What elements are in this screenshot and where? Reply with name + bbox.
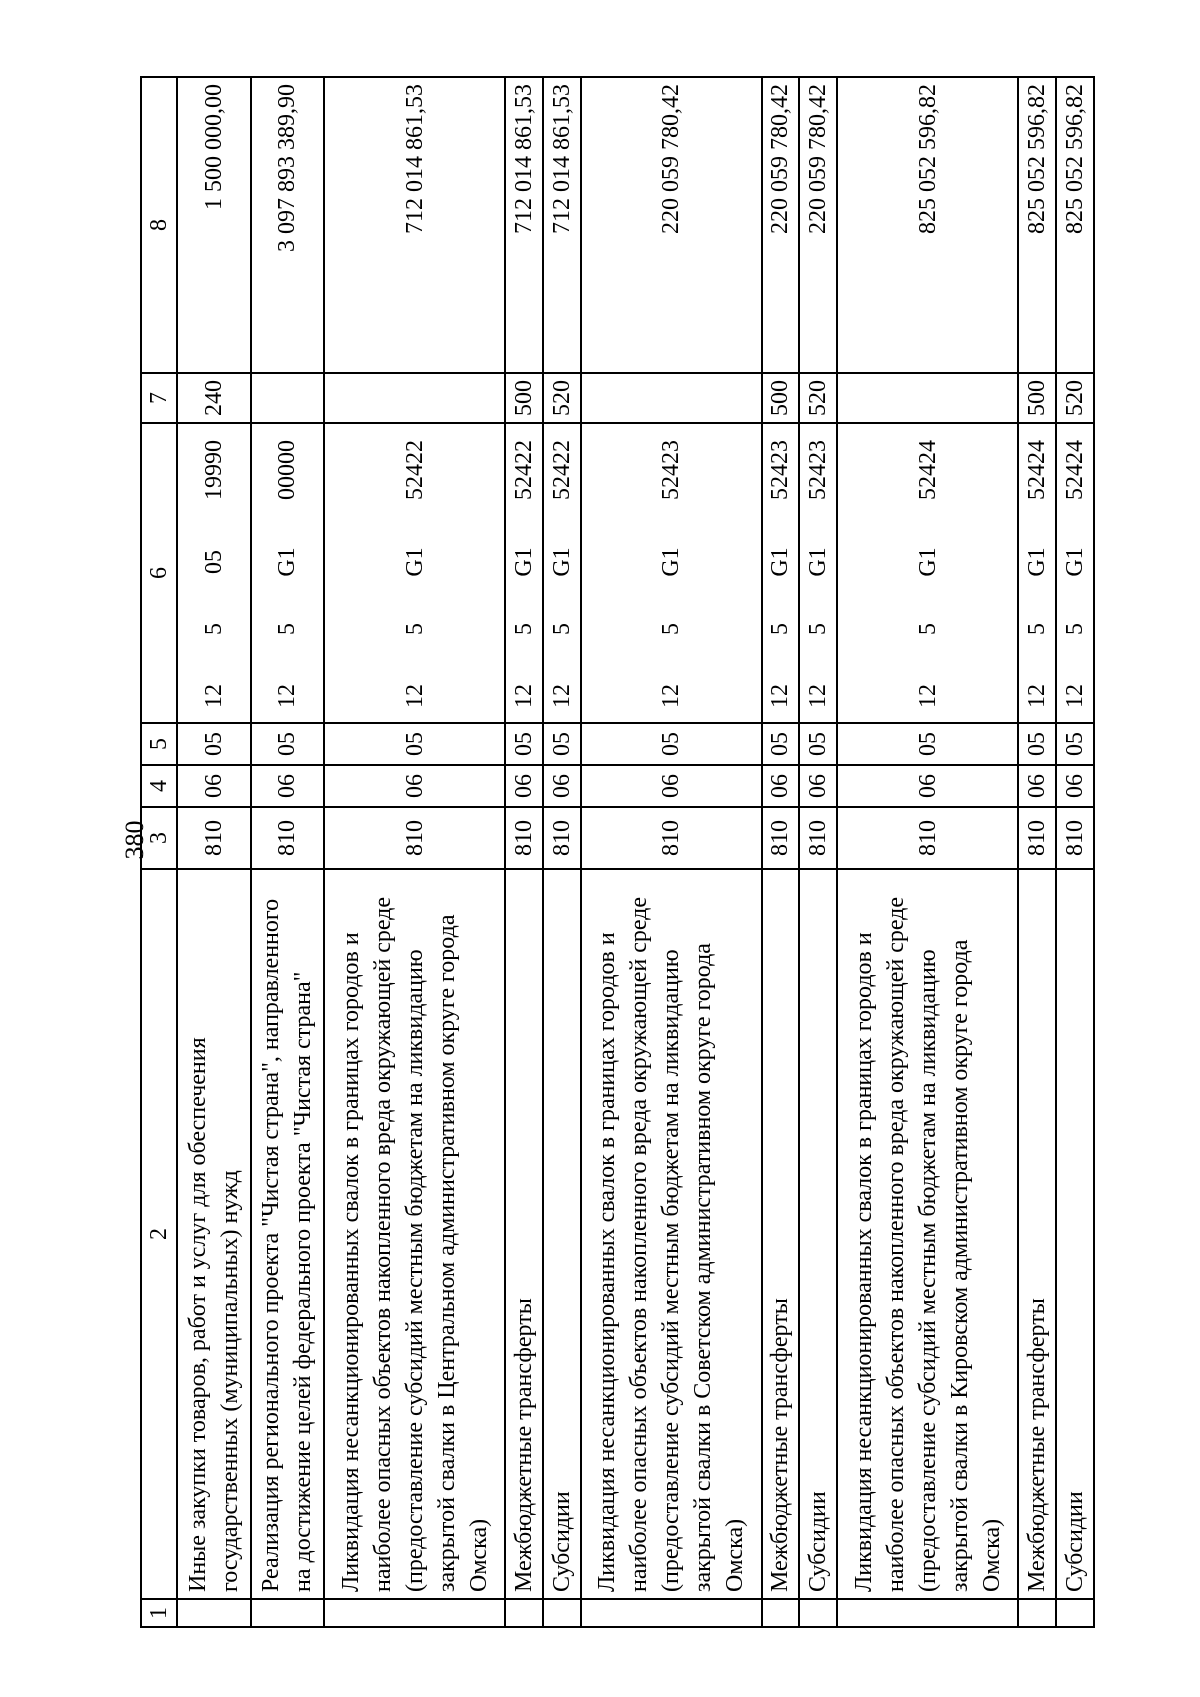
target-article-part-1: 12 — [510, 684, 537, 708]
table-row — [543, 77, 581, 1627]
cell-target-article — [543, 423, 581, 723]
header-col-1: 1 — [141, 1599, 177, 1627]
cell-amount: 712 014 861,53 — [324, 77, 505, 373]
cell-target-article — [177, 423, 251, 723]
target-article-parts — [802, 430, 834, 716]
cell-amount: 220 059 780,42 — [799, 77, 837, 373]
cell-amount: 825 052 596,82 — [837, 77, 1018, 373]
target-article-parts — [508, 430, 540, 716]
cell-target-article — [799, 423, 837, 723]
cell-name: Субсидии — [543, 869, 581, 1599]
header-col-2: 2 — [141, 869, 177, 1599]
target-article-part-4: 00000 — [274, 440, 301, 500]
target-article-part-2: 5 — [658, 623, 685, 635]
cell-amount: 825 052 596,82 — [1056, 77, 1094, 373]
cell-amount: 712 014 861,53 — [543, 77, 581, 373]
cell-col-1 — [177, 1599, 251, 1627]
header-row — [141, 77, 177, 1627]
cell-name: Иные закупки товаров, работ и услуг для обеспечения государственных (муниципальных) нужд — [177, 869, 251, 1599]
table-row — [324, 77, 505, 1627]
table-row — [581, 77, 762, 1627]
cell-code-4: 06 — [251, 765, 325, 807]
target-article-part-1: 12 — [274, 684, 301, 708]
target-article-part-4: 52424 — [914, 440, 941, 500]
cell-code-4: 06 — [581, 765, 762, 807]
cell-code-3: 810 — [837, 807, 1018, 869]
target-article-parts — [655, 430, 687, 716]
target-article-part-2: 5 — [274, 623, 301, 635]
cell-code-5: 05 — [177, 723, 251, 765]
cell-code-3: 810 — [1056, 807, 1094, 869]
cell-code-7 — [581, 373, 762, 423]
cell-col-1 — [837, 1599, 1018, 1627]
target-article-parts — [1059, 430, 1091, 716]
target-article-part-3: G1 — [1024, 547, 1051, 577]
cell-code-3: 810 — [251, 807, 325, 869]
table-row — [837, 77, 1018, 1627]
target-article-part-2: 5 — [805, 623, 832, 635]
cell-code-5: 05 — [251, 723, 325, 765]
target-article-part-4: 19990 — [200, 440, 227, 500]
cell-code-7 — [251, 373, 325, 423]
cell-target-article — [1056, 423, 1094, 723]
target-article-part-3: G1 — [1062, 547, 1088, 577]
cell-name: Субсидии — [1056, 869, 1094, 1599]
target-article-part-4: 52423 — [767, 440, 794, 500]
cell-code-5: 05 — [543, 723, 581, 765]
target-article-part-1: 12 — [401, 684, 428, 708]
target-article-part-4: 52422 — [401, 440, 428, 500]
header-col-7: 7 — [141, 373, 177, 423]
cell-code-7 — [837, 373, 1018, 423]
target-article-parts — [912, 430, 944, 716]
cell-name: Субсидии — [799, 869, 837, 1599]
cell-target-article — [251, 423, 325, 723]
cell-name: Межбюджетные трансферты — [762, 869, 800, 1599]
cell-code-5: 05 — [799, 723, 837, 765]
cell-code-7: 500 — [762, 373, 800, 423]
cell-col-1 — [251, 1599, 325, 1627]
target-article-part-4: 52423 — [805, 440, 832, 500]
cell-code-4: 06 — [762, 765, 800, 807]
cell-code-5: 05 — [837, 723, 1018, 765]
header-col-8: 8 — [141, 77, 177, 373]
target-article-part-3: G1 — [401, 547, 428, 577]
table-row — [177, 77, 251, 1627]
cell-amount: 220 059 780,42 — [762, 77, 800, 373]
cell-code-7: 520 — [1056, 373, 1094, 423]
target-article-part-1: 12 — [548, 684, 575, 708]
table-row — [799, 77, 837, 1627]
target-article-parts — [546, 430, 578, 716]
cell-col-1 — [1018, 1599, 1056, 1627]
target-article-part-4: 52423 — [658, 440, 685, 500]
target-article-part-4: 52422 — [510, 440, 537, 500]
page-number: 380 — [120, 820, 149, 860]
cell-code-4: 06 — [177, 765, 251, 807]
budget-table-rotated-container — [140, 78, 1095, 1628]
cell-col-1 — [505, 1599, 543, 1627]
cell-col-1 — [581, 1599, 762, 1627]
cell-col-1 — [762, 1599, 800, 1627]
cell-col-1 — [543, 1599, 581, 1627]
cell-code-7: 500 — [1018, 373, 1056, 423]
target-article-parts — [1021, 430, 1053, 716]
target-article-parts — [198, 430, 230, 716]
cell-target-article — [1018, 423, 1056, 723]
cell-amount: 712 014 861,53 — [505, 77, 543, 373]
budget-table — [140, 76, 1095, 1628]
cell-code-5: 05 — [1018, 723, 1056, 765]
table-row — [762, 77, 800, 1627]
target-article-part-2: 5 — [401, 623, 428, 635]
cell-name: Ликвидация несанкционированных свалок в границах городов и наиболее опасных объектов накопленного вреда окружающей среде (предоставление субсидий местным бюджетам на ликвидацию закрытой свалки в Центральном административном округе города Омска) — [324, 869, 505, 1599]
cell-code-3: 810 — [581, 807, 762, 869]
cell-name: Ликвидация несанкционированных свалок в границах городов и наиболее опасных объектов накопленного вреда окружающей среде (предоставление субсидий местным бюджетам на ликвидацию закрытой свалки в Советском административном округе города Омска) — [581, 869, 762, 1599]
target-article-part-1: 12 — [767, 684, 794, 708]
cell-name: Межбюджетные трансферты — [505, 869, 543, 1599]
target-article-part-1: 12 — [658, 684, 685, 708]
target-article-part-3: 05 — [200, 550, 227, 574]
cell-code-3: 810 — [1018, 807, 1056, 869]
target-article-part-1: 12 — [1024, 684, 1051, 708]
target-article-part-1: 12 — [914, 684, 941, 708]
cell-code-4: 06 — [799, 765, 837, 807]
target-article-parts — [764, 430, 796, 716]
cell-code-5: 05 — [1056, 723, 1094, 765]
target-article-part-2: 5 — [1062, 623, 1088, 635]
target-article-part-3: G1 — [805, 547, 832, 577]
cell-amount: 1 500 000,00 — [177, 77, 251, 373]
target-article-part-3: G1 — [510, 547, 537, 577]
target-article-part-2: 5 — [510, 623, 537, 635]
target-article-part-1: 12 — [805, 684, 832, 708]
cell-code-5: 05 — [505, 723, 543, 765]
cell-target-article — [762, 423, 800, 723]
table-row — [251, 77, 325, 1627]
cell-code-4: 06 — [837, 765, 1018, 807]
target-article-part-4: 52424 — [1062, 440, 1088, 500]
cell-target-article — [505, 423, 543, 723]
cell-code-7 — [324, 373, 505, 423]
cell-name: Реализация регионального проекта "Чистая страна", направленного на достижение целей федерального проекта "Чистая страна" — [251, 869, 325, 1599]
cell-code-3: 810 — [543, 807, 581, 869]
cell-code-5: 05 — [324, 723, 505, 765]
cell-code-7: 240 — [177, 373, 251, 423]
target-article-part-4: 52422 — [548, 440, 575, 500]
cell-col-1 — [324, 1599, 505, 1627]
cell-code-5: 05 — [581, 723, 762, 765]
cell-code-4: 06 — [324, 765, 505, 807]
cell-code-3: 810 — [505, 807, 543, 869]
cell-code-7: 500 — [505, 373, 543, 423]
target-article-part-3: G1 — [767, 547, 794, 577]
header-col-3: 3 — [141, 807, 177, 869]
cell-code-3: 810 — [177, 807, 251, 869]
cell-code-3: 810 — [324, 807, 505, 869]
target-article-part-2: 5 — [200, 623, 227, 635]
target-article-part-2: 5 — [914, 623, 941, 635]
target-article-part-2: 5 — [548, 623, 575, 635]
target-article-parts — [399, 430, 431, 716]
cell-name: Ликвидация несанкционированных свалок в границах городов и наиболее опасных объектов накопленного вреда окружающей среде (предоставление субсидий местным бюджетам на ликвидацию закрытой свалки в Кировском административном округе города Омска) — [837, 869, 1018, 1599]
cell-target-article — [581, 423, 762, 723]
cell-amount: 3 097 893 389,90 — [251, 77, 325, 373]
cell-code-4: 06 — [543, 765, 581, 807]
cell-col-1 — [1056, 1599, 1094, 1627]
cell-code-3: 810 — [799, 807, 837, 869]
cell-code-3: 810 — [762, 807, 800, 869]
cell-col-1 — [799, 1599, 837, 1627]
header-col-5: 5 — [141, 723, 177, 765]
table-row — [505, 77, 543, 1627]
target-article-part-3: G1 — [658, 547, 685, 577]
target-article-part-2: 5 — [767, 623, 794, 635]
cell-code-5: 05 — [762, 723, 800, 765]
target-article-part-3: G1 — [274, 547, 301, 577]
cell-target-article — [837, 423, 1018, 723]
table-row — [1056, 77, 1094, 1627]
target-article-part-2: 5 — [1024, 623, 1051, 635]
cell-code-7: 520 — [543, 373, 581, 423]
target-article-part-3: G1 — [914, 547, 941, 577]
cell-code-4: 06 — [505, 765, 543, 807]
target-article-part-1: 12 — [200, 684, 227, 708]
header-col-4: 4 — [141, 765, 177, 807]
target-article-part-3: G1 — [548, 547, 575, 577]
cell-code-7: 520 — [799, 373, 837, 423]
cell-name: Межбюджетные трансферты — [1018, 869, 1056, 1599]
cell-target-article — [324, 423, 505, 723]
cell-code-4: 06 — [1056, 765, 1094, 807]
cell-code-4: 06 — [1018, 765, 1056, 807]
target-article-part-1: 12 — [1062, 684, 1088, 708]
target-article-part-4: 52424 — [1024, 440, 1051, 500]
target-article-parts — [271, 430, 303, 716]
cell-amount: 825 052 596,82 — [1018, 77, 1056, 373]
header-col-6: 6 — [141, 423, 177, 723]
table-row — [1018, 77, 1056, 1627]
cell-amount: 220 059 780,42 — [581, 77, 762, 373]
